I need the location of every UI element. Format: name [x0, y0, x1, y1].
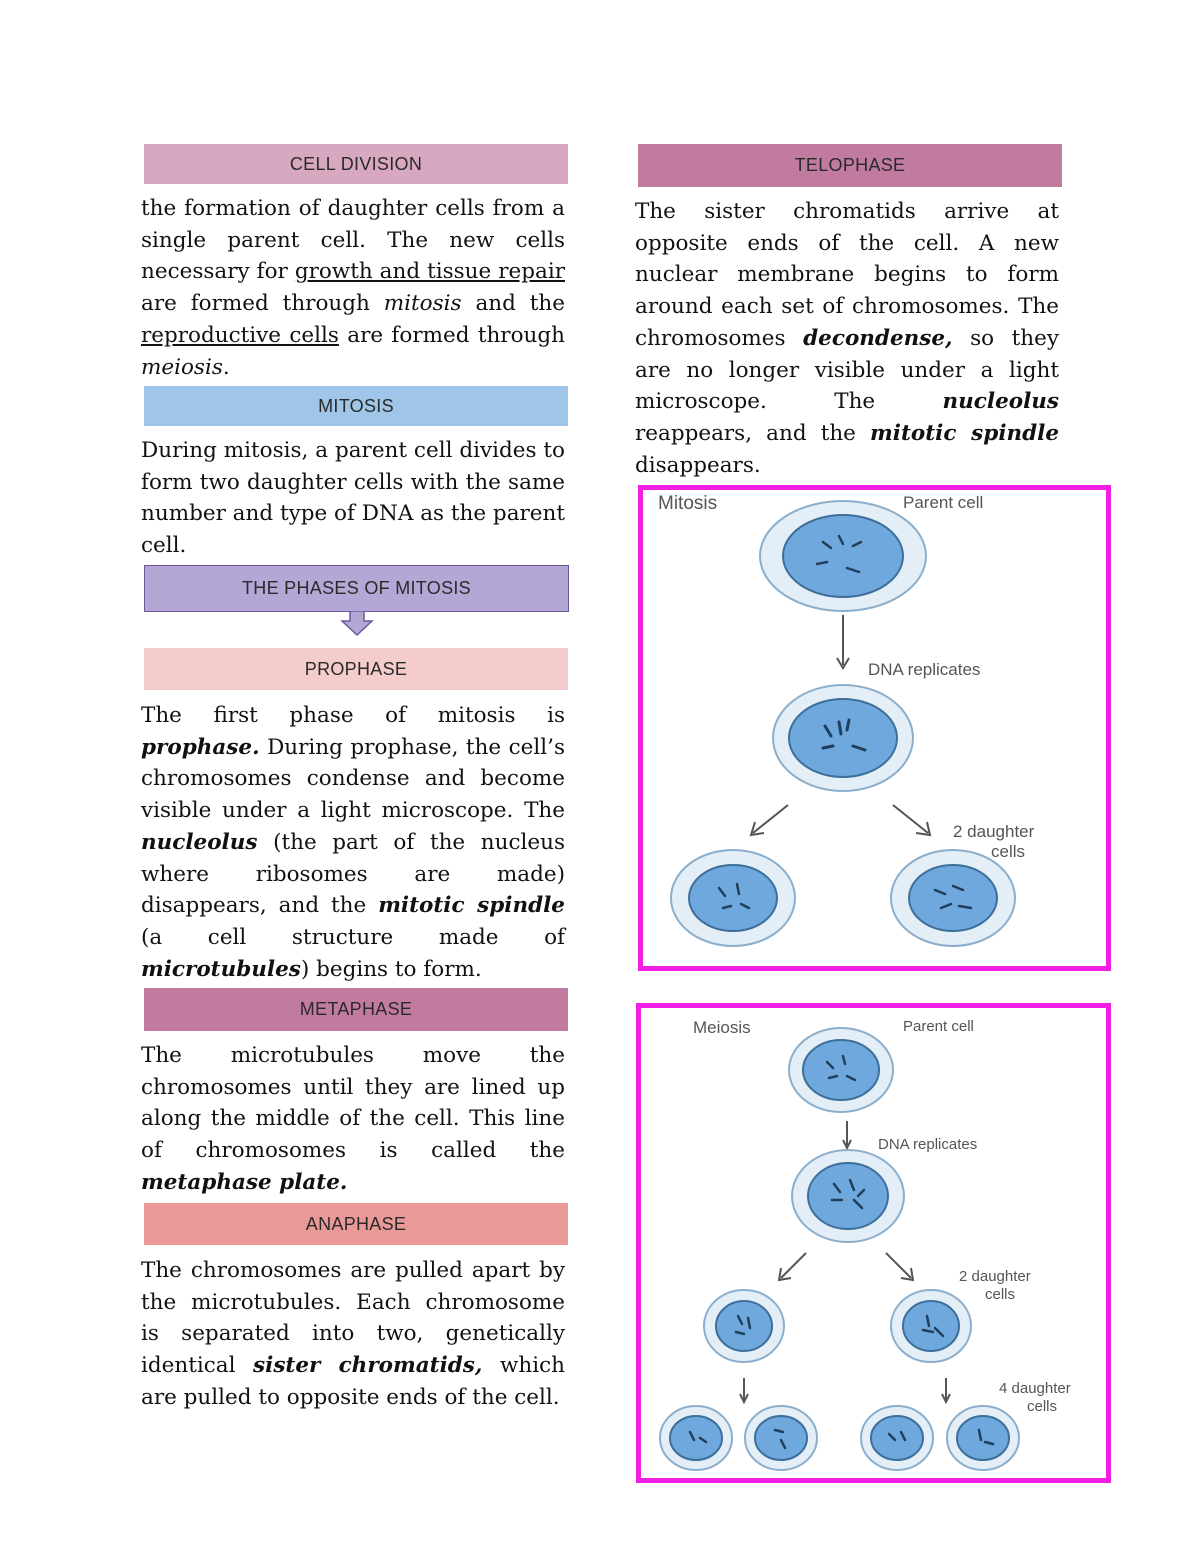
- anaphase-header: [144, 1203, 568, 1245]
- down-arrow-icon: [340, 611, 374, 637]
- telophase-header: [638, 144, 1062, 187]
- daughter-cells-label-line1: 2 daughter: [953, 822, 1035, 841]
- cell-icon: [760, 501, 926, 611]
- cell-icon: [745, 1406, 817, 1470]
- cell-division-header: [144, 144, 568, 184]
- text-run: are formed through: [141, 291, 384, 317]
- mitosis-text: [141, 435, 565, 562]
- cell-icon: [704, 1290, 784, 1362]
- cell-division-header-label: CELL DIVISION: [289, 153, 423, 174]
- dna-replicates-label: DNA replicates: [878, 1136, 978, 1153]
- meiosis-diagram: [636, 1003, 1111, 1483]
- text-run: (the part of the nucleus where ribosomes are made) disappears, and the: [141, 829, 565, 919]
- text-run: The microtubules move the chromosomes until they are lined up along the middle of the cell. This line of chromosomes is called the: [141, 1043, 565, 1164]
- arrow-down-icon: [740, 1378, 748, 1402]
- cell-icon: [671, 850, 795, 946]
- metaphase-text: [141, 1040, 565, 1199]
- arrow-left-down-icon: [779, 1253, 806, 1280]
- text-run: which are pulled to opposite ends of the cell.: [141, 1353, 565, 1410]
- cell-icon: [947, 1406, 1019, 1470]
- cell-icon: [792, 1150, 904, 1242]
- text-run-bold-italic: mitotic spindle: [378, 893, 565, 919]
- anaphase-header-label: ANAPHASE: [305, 1213, 407, 1234]
- text-run: disappears.: [635, 452, 761, 478]
- telophase-header-label: TELOPHASE: [794, 155, 906, 175]
- text-run-bold-italic: prophase.: [141, 734, 260, 760]
- text-run: and the: [461, 291, 565, 317]
- meiosis-diagram-title: Meiosis: [693, 1018, 751, 1037]
- dna-replicates-label: DNA replicates: [868, 660, 981, 679]
- text-run: so they are no longer visible under a light microscope. The: [635, 325, 1059, 415]
- mitosis-diagram-title: Mitosis: [658, 493, 718, 514]
- mitosis-diagram-illustration: [643, 490, 1106, 966]
- text-run-bold-italic: decondense,: [803, 325, 953, 351]
- text-run-italic: mitosis: [383, 291, 462, 317]
- phases-header-label: THE PHASES OF MITOSIS: [241, 578, 471, 598]
- text-run-italic: meiosis: [141, 354, 223, 380]
- cell-icon: [861, 1406, 933, 1470]
- mitosis-header: [144, 386, 568, 426]
- anaphase-text: [141, 1255, 565, 1414]
- meiosis-diagram-illustration: [641, 1008, 1106, 1478]
- metaphase-header: [144, 988, 568, 1031]
- telophase-text: [635, 196, 1059, 481]
- phases-of-mitosis-header: [144, 565, 569, 612]
- text-run: The sister chromatids arrive at opposite ends of the cell. A new nuclear membrane begins to form around each set of chromosomes. The chromosomes: [635, 199, 1059, 351]
- mitosis-diagram: [638, 485, 1111, 971]
- arrow-down-icon: [837, 615, 849, 668]
- cell-icon: [660, 1406, 732, 1470]
- text-run: are formed through: [338, 322, 565, 348]
- text-run: The chromosomes are pulled apart by the microtubules. Each chromosome is separated into two, genetically identical: [141, 1258, 565, 1379]
- text-run-bold-italic: nucleolus: [942, 389, 1059, 415]
- arrow-down-icon: [942, 1378, 950, 1402]
- cell-icon: [891, 850, 1015, 946]
- cell-icon: [789, 1028, 893, 1112]
- text-run-bold-italic: mitotic spindle: [870, 420, 1059, 446]
- text-run: ) begins to form.: [300, 956, 482, 982]
- two-daughter-cells-label-line2: cells: [985, 1286, 1016, 1303]
- text-run: During mitosis, a parent cell divides to form two daughter cells with the same number and type of DNA as the parent cell.: [141, 438, 565, 559]
- text-run-bold-italic: microtubules: [141, 956, 301, 982]
- cell-division-text: [141, 193, 565, 383]
- four-daughter-cells-label-line2: cells: [1027, 1398, 1058, 1415]
- text-run-underlined: reproductive cells: [141, 322, 339, 348]
- arrow-right-down-icon: [893, 805, 930, 835]
- parent-cell-label: Parent cell: [903, 493, 984, 512]
- cell-icon: [773, 685, 913, 791]
- text-run: (a cell structure made of: [141, 924, 565, 950]
- prophase-header-label: PROPHASE: [304, 658, 408, 679]
- text-run: the formation of daughter cells from a single parent cell. The new cells necessary for: [141, 196, 565, 285]
- two-daughter-cells-label-line1: 2 daughter: [959, 1268, 1031, 1285]
- text-run: .: [222, 354, 230, 380]
- mitosis-header-label: MITOSIS: [318, 395, 394, 416]
- four-daughter-cells-label-line1: 4 daughter: [999, 1380, 1071, 1397]
- text-run-bold-italic: nucleolus: [141, 829, 258, 855]
- daughter-cells-label-line2: cells: [991, 842, 1026, 861]
- text-run: During prophase, the cell’s chromosomes condense and become visible under a light microscope. The: [141, 734, 565, 824]
- arrow-down-icon: [843, 1121, 851, 1148]
- prophase-text: [141, 700, 565, 985]
- prophase-header: [144, 648, 568, 690]
- arrow-left-down-icon: [751, 805, 788, 835]
- cell-icon: [891, 1290, 971, 1362]
- metaphase-header-label: METAPHASE: [299, 999, 413, 1019]
- text-run-bold-italic: metaphase plate.: [141, 1169, 348, 1195]
- text-run: The first phase of mitosis is: [141, 703, 565, 728]
- arrow-right-down-icon: [886, 1253, 913, 1280]
- parent-cell-label: Parent cell: [903, 1018, 974, 1035]
- text-run: reappears, and the: [635, 420, 871, 446]
- text-run-bold-italic: sister chromatids,: [253, 1353, 483, 1379]
- text-run-underlined: growth and tissue repair: [294, 259, 565, 285]
